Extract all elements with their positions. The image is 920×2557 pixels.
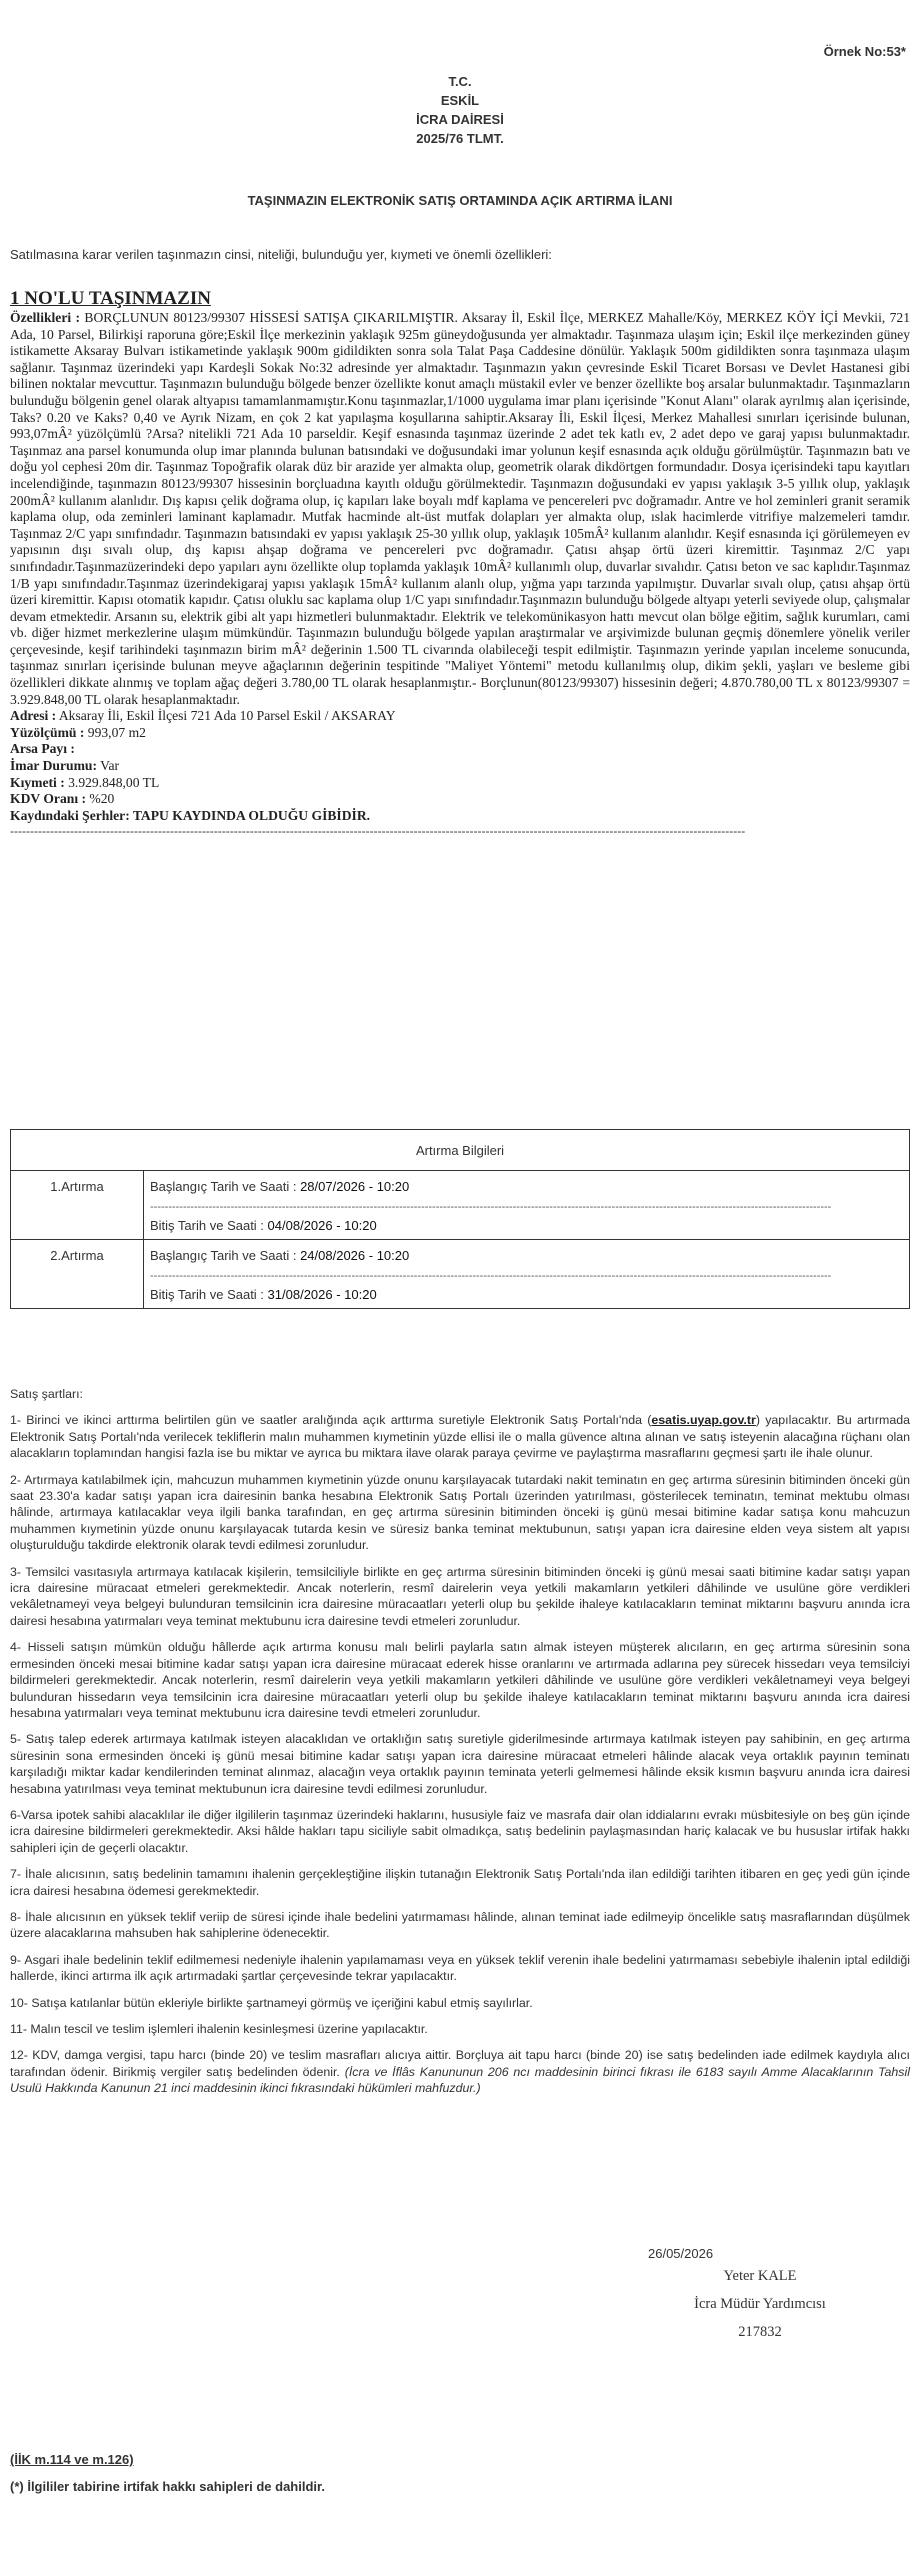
header-line-file-no: 2025/76 TLMT.	[416, 131, 504, 146]
area-label: Yüzölçümü :	[10, 724, 85, 740]
term-11: 11- Malın tescil ve teslim işlemleri ihalenin kesinleşmesi üzerine yapılacaktır.	[10, 2022, 428, 2036]
property-features	[10, 310, 910, 708]
auction-dates	[144, 1171, 910, 1240]
end-value: 04/08/2026 - 10:20	[267, 1218, 377, 1233]
features-text: BORÇLUNUN 80123/99307 HİSSESİ SATIŞA ÇIKARILMIŞTIR. Aksaray İl, Eskil İlçe, MERKEZ Mahalle/Köy, MERKEZ KÖY İÇİ Mevkii, 721 Ada, 10 Parsel, Bilirkişi raporuna göre;Eskil İlçe merkezinin yaklaşık 925m güneydoğusunda yer almaktadır. Taşınmaza ulaşım için; Eskil ilçe merkezinden güney istikamette Aksaray Bulvarı istikametinde yaklaşık 900m gidildikten sonra sola Talat Paşa Caddesine dönülür. Yaklaşık 500m gidildikten sonra taşınmaza ulaşım sağlanır. Taşınmaz üzerindeki yapı Kardeşli Sokak No:32 adresinde yer almaktadır. Taşınmazın yakın çevresinde Eskil Ticaret Borsası ve Devlet Hastanesi gibi bilinen noktalar mevcuttur. Taşınmazın bulunduğu bölgede benzer özellikte konut amaçlı müstakil evler ve benzer özellikte boş arsalar bulunmaktadır. Taşınmazların bulunduğu bölgenin genel olarak altyapısı tamamlanmamıştır.Konu taşınmazlar,1/1000 uygulama imar planı içerisinde "Konut Alanı" olarak ayrılmış alan içerisinde, Taks? 0.20 ve Kaks? 0,40 ve Ayrık Nizam, en çok 2 kat yapılaşma koşullarına sahiptir.Aksaray İli, Eskil İlçesi, Merkez Mahallesi sınırları içerisinde bulunan, 993,07mÂ² yüzölçümlü ?Arsa? nitelikli 721 Ada 10 parseldir. Keşif esnasında taşınmaz üzerinde 2 adet tek katlı ev, 2 adet depo ve garaj yapısı bulunmaktadır. Taşınmaz ana parsel konumunda olup imar planında bulunan batısındaki ve doğusundaki imar yolunun keşif esnasında açık olduğu görülmüştür. Taşınmazın batı ve doğu yol cephesi 20m dir. Taşınmaz Topoğrafik olarak düz bir arazide yer almakta olup, geometrik olarak dikdörtgen formundadır. Dosya içerisindeki tapu kayıtları incelendiğinde, taşınmazın 80123/99307 hissesinin borçluadına kayıtlı olduğu görülmektedir. Taşınmazın doğusundaki ev yapısı yaklaşık 3-5 yıllık olup, yaklaşık 200mÂ² kullanım alanlıdır. Dış kapısı çelik doğrama olup, iç kapıları lake boyalı mdf kaplama ve pencereleri pvc doğramadır. Antre ve hol zeminleri granit seramik kaplama olup, oda zeminleri laminant kaplamadır. Mutfak hacminde alt-üst mutfak dolapları yer almakta olup, ıslak hacimlerde vitrifiye malzemeleri tamdır. Taşınmaz 2/C yapı sınıfındadır. Taşınmazın batısındaki ev yapısı yaklaşık 25-30 yıllık olup, yaklaşık 105mÂ² kullanım alanlıdır. Keşif esnasında içi görülemeyen ev yapısının dışı sıvalı olup, dış kapısı ahşap doğrama ve pencereleri pvc doğramadır. Çatısı ahşap örtü üzeri kiremittir. Taşınmaz 2/C yapı sınıfındadır.Taşınmazüzerindeki depo yapıları aynı özellikte olup toplamda yaklaşık 10mÂ² kullanımlı olup, duvarlar sıvalıdır. Çatısı beton ve sac kaplıdır.Taşınmaz 1/B yapı sınıfındadır.Taşınmaz üzerindekigaraj yapısı yaklaşık 15mÂ² kullanım alanlı olup, yığma yapı tarzında yapılmıştır. Duvarlar sıvalı olup, çatısı ahşap örtü üzeri kiremittir. Kapısı otomatik kapıdır. Çatısı oluklu sac kaplama olup 1/C yapı sınıfındadır.Taşınmazın bulunduğu bölgede altyapı yeterli seviyede olup, çalışmalar devam etmektedir. Arsanın su, elektrik gibi alt yapı hizmetleri bulunmaktadır. Elektrik ve telekomünikasyon hattı mevcut olan bölge eğitim, sağlık kurumları, cami vb. diğer hizmet merkezlerine ulaşım mümkündür. Taşınmazın bulunduğu bölgede yapılan araştırmalar ve arşivimizde bulunan geçmiş dönemlere yönelik veriler çerçevesinde, keşif tarihindeki taşınmazın birim mÂ² değerinin 1.500 TL civarında olabileceği tespit edilmiştir. Taşınmazın yerinde yapılan inceleme sonucunda, taşınmaz sınırları içerisinde bulunan meyve ağaçlarının değerinin tespitinde "Maliyet Yöntemi" metodu kullanılmış olup, dikim şekli, yaşları ve besleme gibi özellikleri dikkate alınmış ve toplam ağaç değeri 3.780,00 TL olarak hesaplanmıştır.- Borçlunun(80123/99307) hissesinin değeri; 4.870.780,00 TL x 80123/99307 = 3.929.848,00 TL olarak hesaplanmaktadır.	[10, 310, 911, 707]
term-12	[10, 2047, 910, 2096]
terms-heading: Satış şartları:	[10, 1387, 83, 1401]
term-3: 3- Temsilci vasıtasıyla artırmaya katılacak kişilerin, temsilciliyle birlikte en geç artırma süresinin bitiminden önceki iş günü mesai saati bitimine kadar satışı yapan icra dairesine müracaat etmeleri gerekmektedir. Ancak noterlerin, resmî dairelerin veya yetkili makamların yetkileri dâhilinde ve usulüne göre verdikleri vekâletnameyi veya belgeyi bulunduran temsilcinin icra dairesine müracaatları yeterli olup bu şekilde ihaleye katılacakların teminat miktarını başvuru anında icra dairesi hesabına yatırmaları veya teminat mektubunu icra dairesine tevdi etmeleri zorunludur.	[10, 1564, 910, 1628]
sample-number: Örnek No:53*	[823, 44, 906, 59]
office-header	[0, 72, 920, 148]
term-1	[10, 1412, 910, 1461]
term-10: 10- Satışa katılanlar bütün ekleriyle birlikte şartnameyi görmüş ve içeriğini kabul etmiş sayılırlar.	[10, 1995, 533, 2010]
kdv-value: %20	[86, 791, 115, 807]
intro-text: Satılmasına karar verilen taşınmazın cinsi, niteliği, bulunduğu yer, kıymeti ve önemli özellikleri:	[10, 247, 552, 262]
auction-name: 1.Artırma	[11, 1171, 144, 1240]
end-value: 31/08/2026 - 10:20	[267, 1287, 377, 1302]
term-2: 2- Artırmaya katılabilmek için, mahcuzun muhammen kıymetinin yüzde onunu karşılayacak tutardaki nakit teminatın en geç artırma süresinin bitiminden önceki gün saat 23.30'a kadar satışı yapan icra dairesinin banka hesabına Elektronik Satış Portalı üzerinden yatırılması, gösterilecek teminatın, teminat mektubu olması hâlinde, artırmaya katılacaklar veya ilgili banka tarafından, en geç artırma süresinin bitiminden önceki iş günü mesai bitimine kadar satışa konu mahcuzun muhammen kıymetinin yüzde onunu karşılayacak tutarda kesin ve süresiz banka teminat mektubunun, satışı yapan icra dairesine elden veya sistem alt yapısı oluşturulduğu takdirde elektronik olarak tevdi edilmesi zorunludur.	[10, 1472, 910, 1553]
auction-end	[150, 1218, 903, 1233]
signer-title: İcra Müdür Yardımcısı	[694, 2296, 826, 2312]
term-12-text-a: 12- KDV, damga vergisi, tapu harcı (binde 20) ve teslim masrafları alıcıya aittir. Borçluya ait tapu harcı (binde 20) ise satış bedelinden iade edilmek kaydıyla alıcı tarafından ödenir. Birikmiş vergiler satış bedelinden ödenir.	[10, 2048, 910, 2079]
term-1-text-b: ) yapılacaktır. Bu artırmada Elektronik Satış Portalı'nda verilecek tekliflerin malın muhammen kıymetinin yüzde ellisi ile o malla güvence altına alınan ve satış isteyenin alacağına rüçhanı olan alacakların toplamından hangisi fazla ise bu miktar ve ayrıca bu miktara ilave olarak paraya çevirme ve paylaştırma masraflarını geçmesi şartı ile ihale olunur.	[10, 1413, 910, 1461]
share-label: Arsa Payı :	[10, 741, 75, 757]
auction-info-header: Artırma Bilgileri	[11, 1130, 910, 1171]
property-restrictions	[10, 808, 910, 825]
restrictions-label: Kaydındaki Şerhler:	[10, 807, 130, 823]
end-label: Bitiş Tarih ve Saati :	[150, 1218, 268, 1233]
auction-row	[11, 1171, 910, 1240]
auction-start	[150, 1179, 903, 1194]
esatis-link[interactable]: esatis.uyap.gov.tr	[651, 1413, 756, 1428]
header-line-office: İCRA DAİRESİ	[416, 112, 504, 127]
term-7: 7- İhale alıcısının, satış bedelinin tamamını ihalenin gerçekleştiğine ilişkin tutanağın Elektronik Satış Portalı'nda ilan edildiği tarihten itibaren en geç yedi gün içinde icra dairesi hesabına ödemesi gerekmektedir.	[10, 1867, 910, 1898]
term-12-text-b: (İcra ve İflâs Kanununun 206 ncı maddesinin birinci fıkrası ile 6183 sayılı Amme Alacaklarının Tahsil Usulü Hakkında Kanunun 21 inci maddesinin ikinci fıkrasındaki hükümleri mahfuzdur.)	[10, 2064, 911, 2096]
auction-end	[150, 1287, 903, 1302]
address-value: Aksaray İli, Eskil İlçesi 721 Ada 10 Parsel Eskil / AKSARAY	[56, 708, 396, 724]
signer-code: 217832	[738, 2324, 782, 2340]
start-label: Başlangıç Tarih ve Saati :	[150, 1248, 301, 1263]
property-share	[10, 741, 910, 758]
footnote: (*) İlgililer tabirine irtifak hakkı sahipleri de dahildir.	[10, 2479, 325, 2494]
value-amount: 3.929.848,00 TL	[64, 774, 160, 790]
auction-separator: ------------------------------------------------------------------------------------------------------------------------------------------------------------------------------------------	[150, 1270, 832, 1282]
term-6: 6-Varsa ipotek sahibi alacaklılar ile diğer ilgililerin taşınmaz üzerindeki haklarını, hususiyle faiz ve masrafa dair olan iddialarını evrakı müsbitesiyle on beş gün içinde icra dairesine bildirmeleri gerekmektedir. Aksi hâlde hakları tapu siciliyle sabit olmadıkça, satış bedelinin paylaşmasından hariç kalacak ve bu hususlar irtifak hakkı sahipleri için de geçerli olacaktır.	[10, 1807, 910, 1855]
value-label: Kıymeti :	[10, 774, 65, 790]
term-4: 4- Hisseli satışın mümkün olduğu hâllerde açık artırma konusu malı belirli paylarla satın almak isteyen müşterek alıcıların, en geç artırma süresinin sona ermesinden önceki mesai bitimine kadar satışı yapan icra dairesine müracaat ederek hisse oranlarını ve artırmada adlarına pey sürecek hissedarı veya temsilciyi bildirmeleri gerekmektedir. Ancak noterlerin, resmî dairelerin veya yetkili makamların yetkileri dâhilinde ve usulüne göre verdikleri vekâletnameyi veya belgeyi bulunduran hissedarın veya temsilcinin icra dairesine müracaatları yeterli olup bu şekilde ihaleye katılacakların teminat miktarını başvuru anında icra dairesi hesabına yatırmaları veya teminat mektubunu icra dairesine tevdi etmeleri zorunludur.	[10, 1640, 910, 1720]
auction-row	[11, 1240, 910, 1309]
address-label: Adresi :	[10, 708, 57, 724]
auction-info-table	[10, 1129, 910, 1309]
property-section	[10, 288, 910, 838]
property-kdv	[10, 791, 910, 808]
start-value: 24/08/2026 - 10:20	[300, 1248, 410, 1263]
restrictions-value: TAPU KAYDINDA OLDUĞU GİBİDİR.	[129, 807, 371, 823]
property-heading: 1 NO'LU TAŞINMAZIN	[10, 288, 211, 309]
start-value: 28/07/2026 - 10:20	[300, 1179, 410, 1194]
term-8: 8- İhale alıcısının en yüksek teklif veriip de süresi içinde ihale bedelini yatırmaması hâlinde, alınan teminat iade edilmeyip öncelikle satış masraflarından düşülmek üzere alacaklarına mahsuben hak sahiplerine ödenecektir.	[10, 1909, 910, 1941]
property-zoning	[10, 758, 910, 775]
kdv-label: KDV Oranı :	[10, 791, 87, 807]
property-area	[10, 725, 910, 742]
auction-name: 2.Artırma	[11, 1240, 144, 1309]
term-1-text-a: 1- Birinci ve ikinci arttırma belirtilen gün ve saatler aralığında açık arttırma suretiyle Elektronik Satış Portalı'nda (	[10, 1413, 652, 1428]
signature-date: 26/05/2026	[648, 2246, 714, 2261]
header-line-town: ESKİL	[440, 93, 480, 108]
law-reference: (İİK m.114 ve m.126)	[10, 2452, 134, 2467]
start-label: Başlangıç Tarih ve Saati :	[150, 1179, 301, 1194]
auction-start	[150, 1248, 903, 1263]
property-address	[10, 708, 910, 725]
property-value	[10, 775, 910, 792]
signature-block	[640, 2262, 880, 2346]
signer-name: Yeter KALE	[723, 2268, 797, 2284]
end-label: Bitiş Tarih ve Saati :	[150, 1287, 268, 1302]
features-label: Özellikleri :	[10, 310, 81, 325]
area-value: 993,07 m2	[84, 724, 146, 740]
property-separator: ----------------------------------------------------------------------------------------------------------------------------------------------------------------------------------------	[10, 824, 746, 839]
notice-title: TAŞINMAZIN ELEKTRONİK SATIŞ ORTAMINDA AÇIK ARTIRMA İLANI	[247, 193, 673, 208]
header-line-tc: T.C.	[448, 74, 472, 89]
term-9: 9- Asgari ihale bedelinin teklif edilmemesi nedeniyle ihalenin yapılamaması veya en yüksek teklif verenin ihale bedelini yatırmaması sebebiyle ihalenin iptal edildiği hallerde, ikinci artırma ilk açık artırmadaki şartlar çerçevesinde tekrar yapılacaktır.	[10, 1952, 910, 1984]
auction-separator: ------------------------------------------------------------------------------------------------------------------------------------------------------------------------------------------	[150, 1201, 832, 1213]
zoning-value: Var	[96, 758, 120, 774]
auction-dates	[144, 1240, 910, 1309]
term-5: 5- Satış talep ederek artırmaya katılmak isteyen alacaklıdan ve ortaklığın satış suretiyle giderilmesinde artırmaya katılmak isteyen pay sahibinin, en geç artırma süresinin sona ermesinden önceki iş günü mesai bitimine kadar satışı yapan icra dairesine müracaat etmeleri hâlinde alacak veya ortaklık payının teminatı karşıladığı miktar kadar kendilerinden teminat alınmaz, alacağın veya ortaklık payının teminata yeterli gelmemesi hâlinde eksik kısmın başvuru anında icra dairesi hesabına yatırılması veya teminat mektubunun icra dairesine tevdi edilmesi zorunludur.	[10, 1732, 910, 1796]
zoning-label: İmar Durumu:	[10, 758, 97, 774]
sale-terms	[10, 1386, 910, 2107]
